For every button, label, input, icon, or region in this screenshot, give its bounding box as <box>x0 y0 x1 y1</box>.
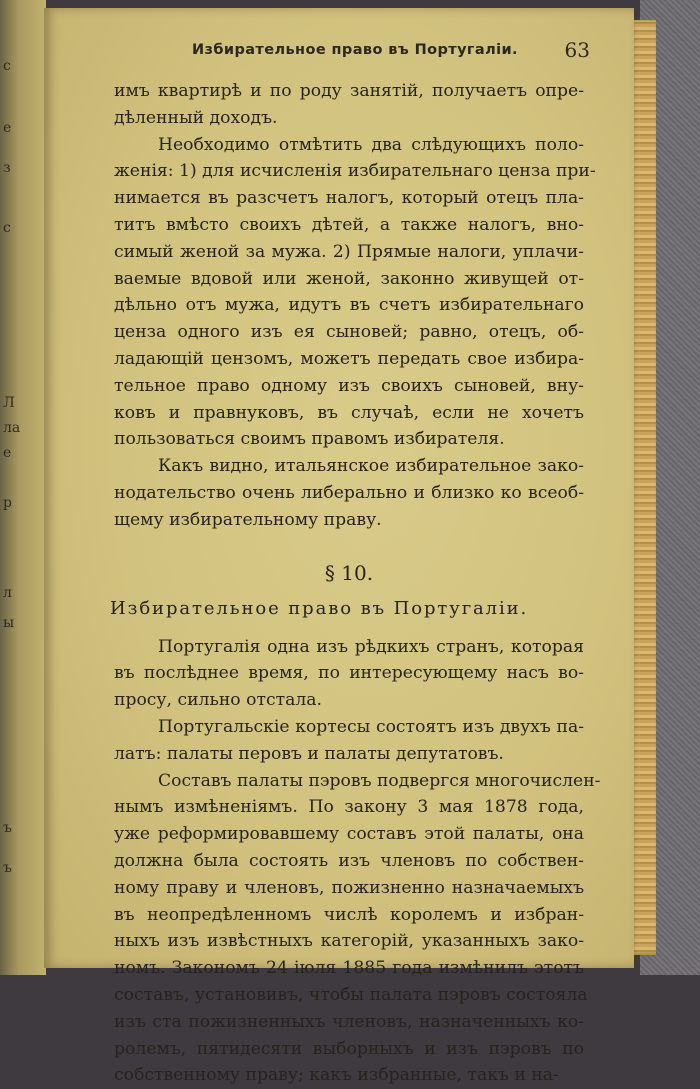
left-page-fragment: л <box>3 585 12 601</box>
paragraph-block1 <box>114 78 584 132</box>
paragraph-block5 <box>114 714 584 768</box>
left-page-fragment: Л <box>3 395 15 411</box>
paragraph-block2 <box>114 132 596 454</box>
text-line: въ послѣднее время, по интересующему насъ во- <box>114 663 584 684</box>
text-line: ладающій цензомъ, можетъ передать свое избира- <box>114 348 584 369</box>
text-line: ному праву и членовъ, пожизненно назначаемыхъ <box>114 877 584 898</box>
text-line: дѣльно отъ мужа, идутъ въ счетъ избирательнаго <box>114 295 584 316</box>
section-mark: § 10. <box>324 560 374 585</box>
text-line: должна была состоять изъ членовъ по собствен- <box>114 850 584 871</box>
left-page-fragment: ъ <box>3 820 12 836</box>
text-line: собственному праву; какъ избранные, такъ и на- <box>114 1065 559 1086</box>
text-line: ролемъ, пятидесяти выборныхъ и изъ пэровъ по <box>114 1038 584 1059</box>
text-line: титъ вмѣсто своихъ дѣтей, а также налогъ, вно- <box>114 214 584 235</box>
left-page-fragment: е <box>3 445 12 461</box>
text-line: уже реформировавшему составъ этой палаты, она <box>114 824 584 845</box>
text-line: симый женой за мужа. 2) Прямые налоги, уплачи- <box>114 241 584 262</box>
text-line: нодательство очень либерально и близко ко всеоб- <box>114 482 584 503</box>
paragraph-block3 <box>114 453 584 533</box>
left-page-fragment: с <box>3 58 11 74</box>
text-line: въ неопредѣленномъ числѣ королемъ и избран- <box>114 904 584 925</box>
text-line: Составъ палаты пэровъ подвергся многочислен- <box>158 770 601 791</box>
text-line: нимается въ разсчетъ налогъ, который отецъ пла- <box>114 188 584 209</box>
text-line: Необходимо отмѣтить два слѣдующихъ поло- <box>158 134 584 155</box>
running-title: Избирательное право въ Португаліи. <box>192 42 518 58</box>
left-page-fragment: ъ <box>3 860 12 876</box>
left-page-edge <box>0 0 46 975</box>
text-line: женія: 1) для исчисленія избирательнаго ценза при- <box>114 161 596 182</box>
paragraph-block4 <box>114 634 584 714</box>
book-page <box>44 8 634 1086</box>
text-line: Португалія одна изъ рѣдкихъ странъ, которая <box>158 636 584 657</box>
section-heading: Избирательное право въ Португаліи. <box>110 597 529 619</box>
text-line: ныхъ изъ извѣстныхъ категорій, указанныхъ зако- <box>114 931 584 952</box>
left-page-fragment: р <box>3 495 12 511</box>
text-line: ценза одного изъ ея сыновей; равно, отецъ, об- <box>114 322 584 343</box>
text-line: ковъ и правнуковъ, въ случаѣ, если не хочетъ <box>114 402 584 423</box>
text-line: имъ квартирѣ и по роду занятій, получаетъ опре- <box>114 81 584 101</box>
text-line: Португальскіе кортесы состоятъ изъ двухъ па- <box>158 716 584 737</box>
text-line: пользоваться своимъ правомъ избирателя. <box>114 429 505 450</box>
page-number: 63 <box>564 38 590 62</box>
left-page-fragment: ы <box>3 615 15 631</box>
text-line: щему избирательному праву. <box>114 509 382 530</box>
left-page-fragment: е <box>3 120 12 136</box>
left-page-fragment: з <box>3 160 11 176</box>
text-line: ваемые вдовой или женой, законно живущей от- <box>114 268 584 289</box>
text-line: дѣленный доходъ. <box>114 107 278 128</box>
text-line: номъ. Закономъ 24 іюля 1885 года измѣнилъ этотъ <box>114 958 584 979</box>
page-header <box>192 38 602 68</box>
text-line: Какъ видно, итальянское избирательное зако- <box>158 456 584 477</box>
text-line: составъ, установивъ, чтобы палата пэровъ состояла <box>114 984 588 1005</box>
text-line: просу, сильно отстала. <box>114 690 322 711</box>
text-line: тельное право одному изъ своихъ сыновей, вну- <box>114 375 584 396</box>
left-page-fragment: с <box>3 220 11 236</box>
text-line: нымъ измѣненіямъ. По закону 3 мая 1878 года, <box>114 797 584 818</box>
text-line: изъ ста пожизненныхъ членовъ, назначенныхъ ко- <box>114 1011 584 1032</box>
left-page-fragment: ла <box>3 420 21 436</box>
text-line: латъ: палаты перовъ и палаты депутатовъ. <box>114 743 504 764</box>
body-text <box>110 78 601 1089</box>
paragraph-block6 <box>114 768 601 1089</box>
